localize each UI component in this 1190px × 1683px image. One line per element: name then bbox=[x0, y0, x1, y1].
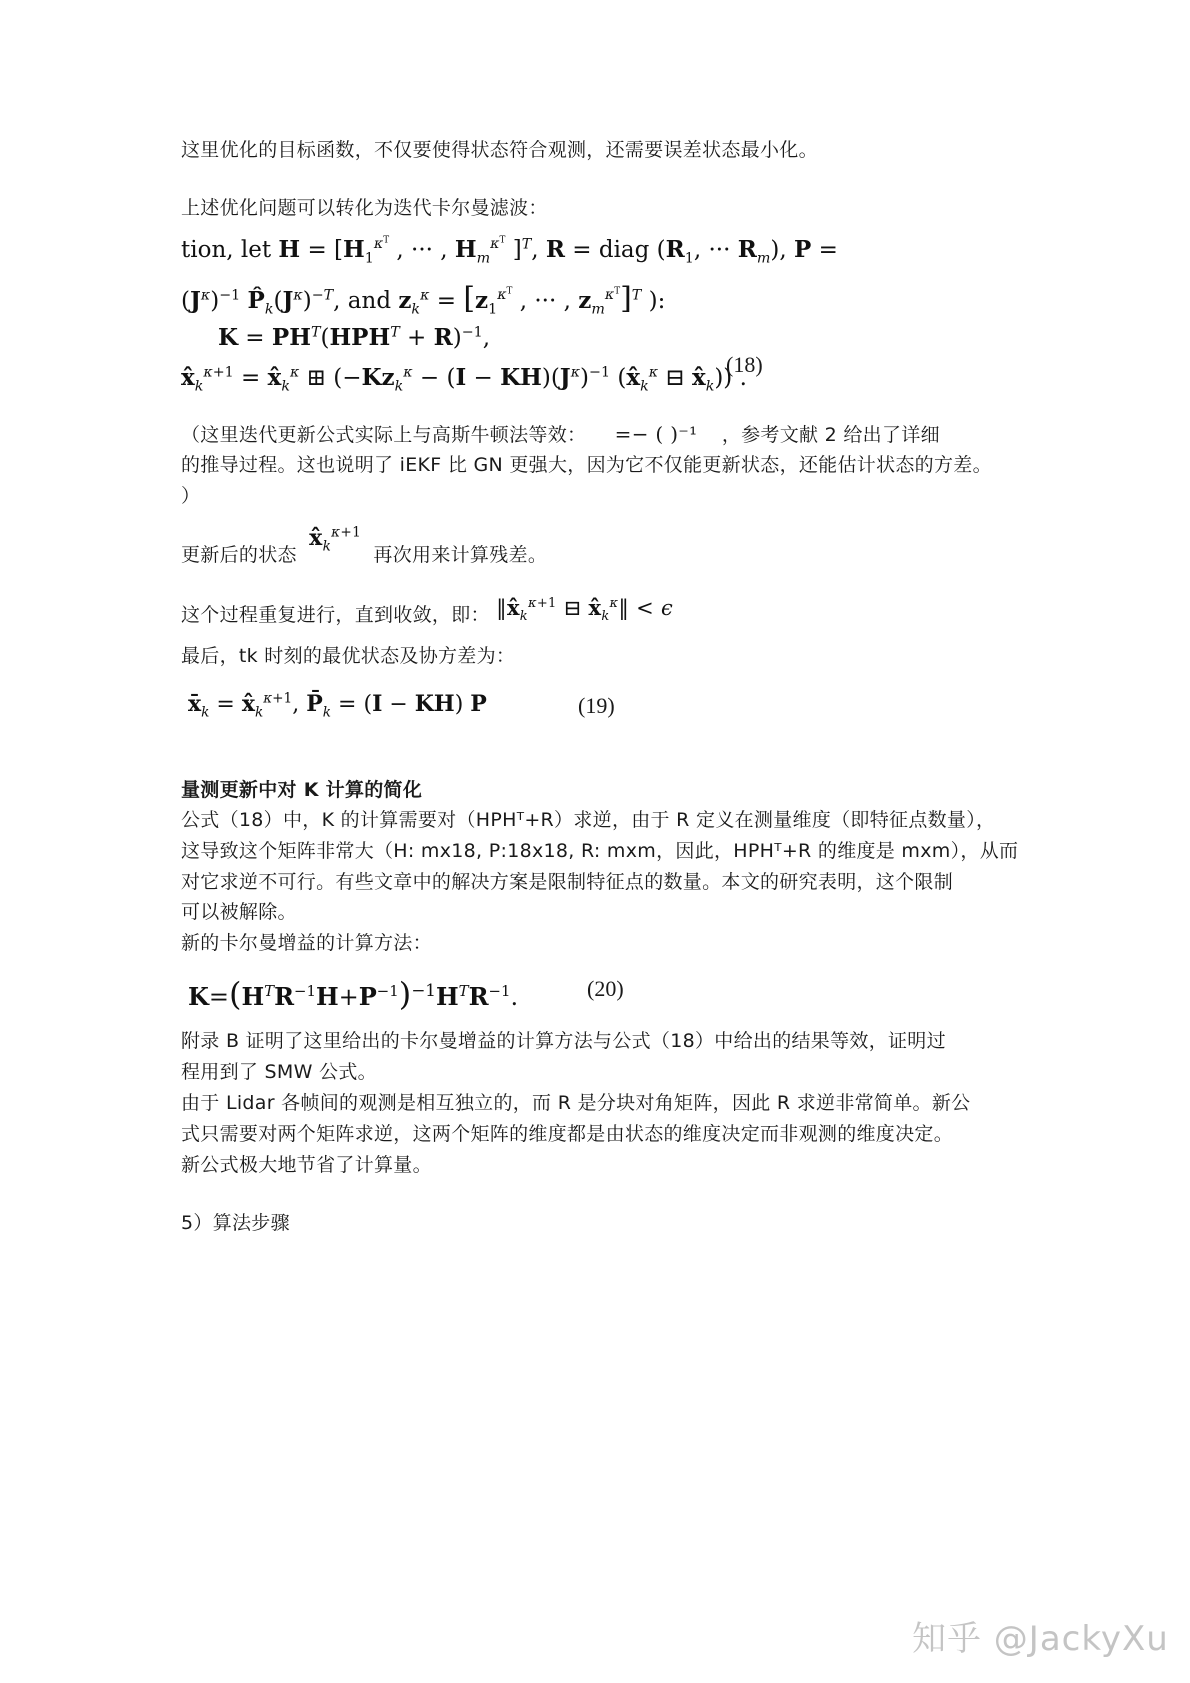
paragraph-k-inverse-line-1: 公式（18）中，K 的计算需要对（HPHᵀ+R）求逆，由于 R 定义在测量维度（即特征点数量）， bbox=[181, 809, 996, 831]
section-heading-k-simplification: 量测更新中对 K 计算的简化 bbox=[181, 779, 423, 801]
equation-18-line-3: $K = PH^T(HPH^T + R)^{-1}$, bbox=[218, 324, 491, 351]
section-algorithm-steps: 5）算法步骤 bbox=[181, 1212, 290, 1234]
paragraph-iekf-intro: 上述优化问题可以转化为迭代卡尔曼滤波： bbox=[181, 197, 548, 219]
paragraph-lidar-line-1: 由于 Lidar 各帧间的观测是相互独立的，而 R 是分块对角矩阵，因此 R 求逆非常简单。新公 bbox=[181, 1092, 971, 1114]
updated-state-text-b: 再次用来计算残差。 bbox=[373, 544, 548, 566]
paragraph-objective: 这里优化的目标函数，不仅要使得状态符合观测，还需要误差状态最小化。 bbox=[181, 139, 818, 161]
paragraph-appendix-line-2: 程用到了 SMW 公式。 bbox=[181, 1061, 377, 1083]
gn-text-b: ，参考文献 2 给出了详细 bbox=[721, 424, 940, 446]
equation-20: $K=(H^TR^{-1}H+P^{-1})^{-1}H^TR^{-1}$. bbox=[188, 975, 519, 1013]
updated-state-text-a: 更新后的状态 bbox=[181, 544, 297, 566]
equation-18-line-1: tion, let $H = [H_1^{\kappa^T}$ , ··· , $H_m^{\kappa^T}$ ]$^T$, R = diag ($R_1$, ··· $R_m$), P = bbox=[181, 235, 838, 267]
gn-text-a: （这里迭代更新公式实际上与高斯牛顿法等效： bbox=[181, 424, 587, 446]
equation-19-number: (19) bbox=[578, 693, 615, 718]
paragraph-gauss-newton-line-1 bbox=[181, 421, 940, 448]
paragraph-k-inverse-line-3: 对它求逆不可行。有些文章中的解决方案是限制特征点的数量。本文的研究表明，这个限制 bbox=[181, 871, 954, 893]
paragraph-new-gain: 新的卡尔曼增益的计算方法： bbox=[181, 932, 432, 954]
paragraph-gauss-newton-line-2: 的推导过程。这也说明了 iEKF 比 GN 更强大，因为它不仅能更新状态，还能估计状态的方差。 bbox=[181, 454, 992, 476]
paragraph-lidar-line-3: 新公式极大地节省了计算量。 bbox=[181, 1154, 432, 1176]
zhihu-watermark: 知乎 @JackyXu bbox=[912, 1619, 1169, 1659]
updated-state-math: $x̂_k^{\kappa+1}$ bbox=[309, 524, 362, 555]
paragraph-gauss-newton-line-3: ） bbox=[181, 485, 201, 507]
paragraph-lidar-line-2: 式只需要对两个矩阵求逆，这两个矩阵的维度都是由状态的维度决定而非观测的维度决定。 bbox=[181, 1123, 954, 1145]
equation-18-line-4: $x̂_k^{\kappa+1}$ = $x̂_k^\kappa$ ⊞ ($-Kz_k^\kappa - (I - KH)(J^\kappa)^{-1}$ ($x̂_k^\kappa$ ⊟ $x̂_k$)) . bbox=[181, 364, 747, 395]
convergence-math: $‖x̂_k^{\kappa+1}$ ⊟ $x̂_k^\kappa‖ < \epsilon$ bbox=[496, 595, 674, 625]
equation-19: $x̄_k$ = $x̂_k^{\kappa+1}$, $P̄_k = (I - KH)$ P bbox=[188, 690, 487, 721]
paragraph-convergence bbox=[181, 595, 674, 628]
paragraph-k-inverse-line-2: 这导致这个矩阵非常大（H: mx18, P:18x18, R: mxm，因此，HPHᵀ+R 的维度是 mxm），从而 bbox=[181, 840, 1019, 862]
equation-20-number: (20) bbox=[587, 976, 624, 1001]
paragraph-appendix-line-1: 附录 B 证明了这里给出的卡尔曼增益的计算方法与公式（18）中给出的结果等效，证明过 bbox=[181, 1030, 946, 1052]
equation-18-number: (18) bbox=[726, 352, 763, 377]
paragraph-updated-state bbox=[181, 524, 548, 568]
paragraph-k-inverse-line-4: 可以被解除。 bbox=[181, 901, 297, 923]
convergence-text: 这个过程重复进行，直到收敛，即： bbox=[181, 604, 490, 626]
equation-18-line-2: $(J^\kappa)^{-1}$ $P̂_k(J^\kappa)^{-T}$, and $z_k^\kappa = [z_1^{\kappa^T}$ , ··· , $z_m^{\kappa^T}]^T$ ): bbox=[181, 281, 666, 318]
paragraph-optimal-state: 最后，tk 时刻的最优状态及协方差为： bbox=[181, 645, 516, 667]
gn-inline-math: =− ( )⁻¹ bbox=[614, 422, 698, 446]
